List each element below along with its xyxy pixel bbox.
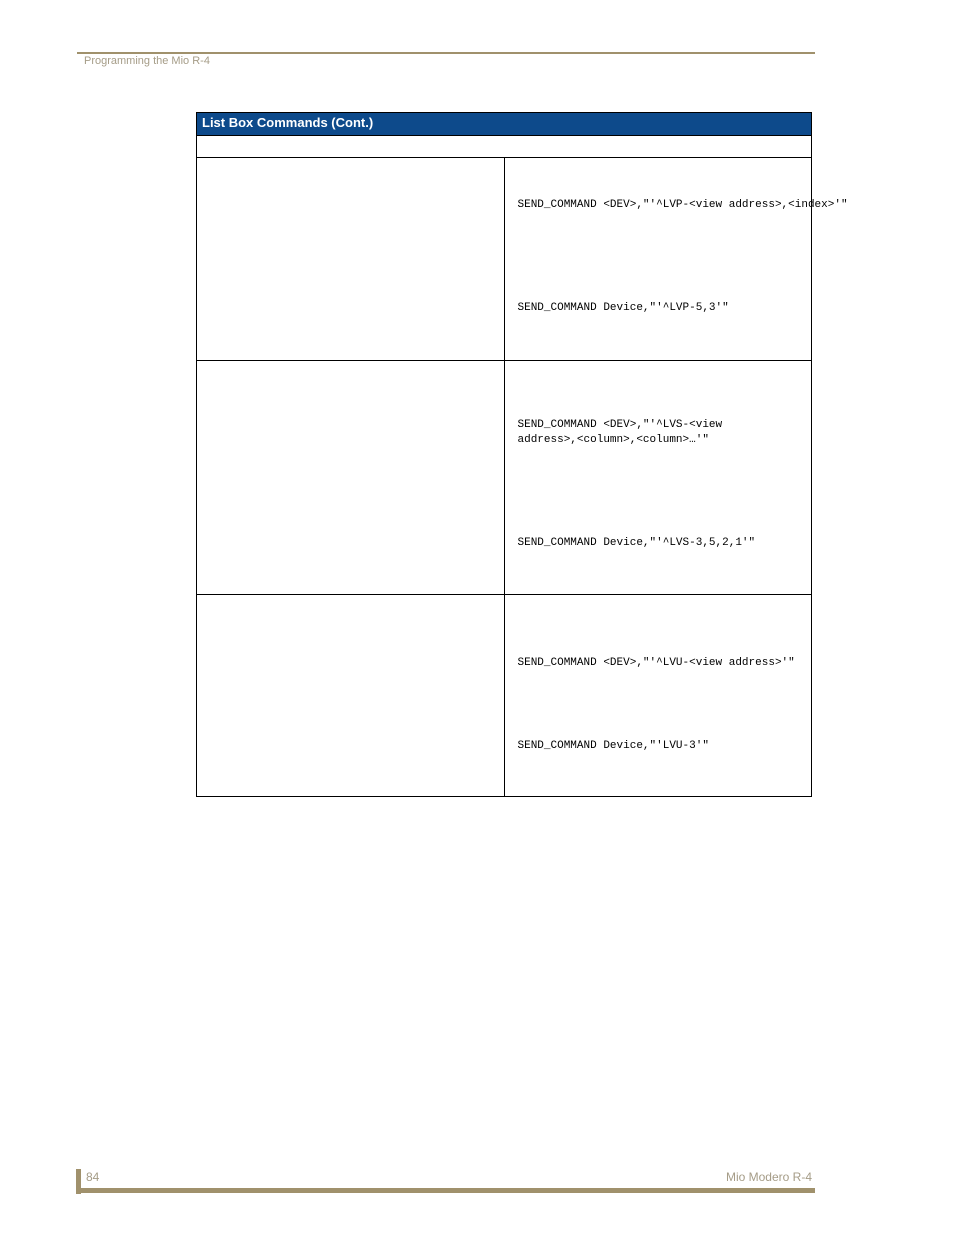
example-code: SEND_COMMAND Device,"'^LVP-5,3'" <box>517 302 729 314</box>
example-code: SEND_COMMAND Device,"'LVU-3'" <box>517 740 709 752</box>
table-subheader <box>197 136 812 158</box>
list-box-commands-table <box>196 112 848 797</box>
table-title-row <box>197 113 812 136</box>
command-name-cell <box>197 595 505 797</box>
page-number: 84 <box>86 1170 100 1184</box>
command-name-cell <box>197 158 505 361</box>
example-code: SEND_COMMAND Device,"'^LVS-3,5,2,1'" <box>517 537 756 549</box>
syntax-code: SEND_COMMAND <DEV>,"'^LVP-<view address>,<index>'" <box>517 199 848 211</box>
table-row <box>197 361 812 595</box>
command-detail-cell <box>504 595 812 797</box>
command-name-cell <box>197 361 505 595</box>
footer-rule <box>76 1188 815 1193</box>
table-row <box>197 158 812 361</box>
running-header: Programming the Mio R-4 <box>84 55 210 67</box>
table-subheader-row <box>197 136 812 158</box>
header-rule <box>77 52 815 54</box>
footer-doc-title: Mio Modero R-4 <box>725 1170 812 1184</box>
table-row <box>197 595 812 797</box>
table-title: List Box Commands (Cont.) <box>197 113 812 136</box>
syntax-code-line1: SEND_COMMAND <DEV>,"'^LVS-<view <box>517 419 723 431</box>
command-detail-cell <box>504 158 848 361</box>
syntax-code-line2: address>,<column>,<column>…'" <box>517 434 709 446</box>
command-detail-cell <box>504 361 812 595</box>
syntax-code: SEND_COMMAND <DEV>,"'^LVU-<view address>'" <box>517 657 795 669</box>
